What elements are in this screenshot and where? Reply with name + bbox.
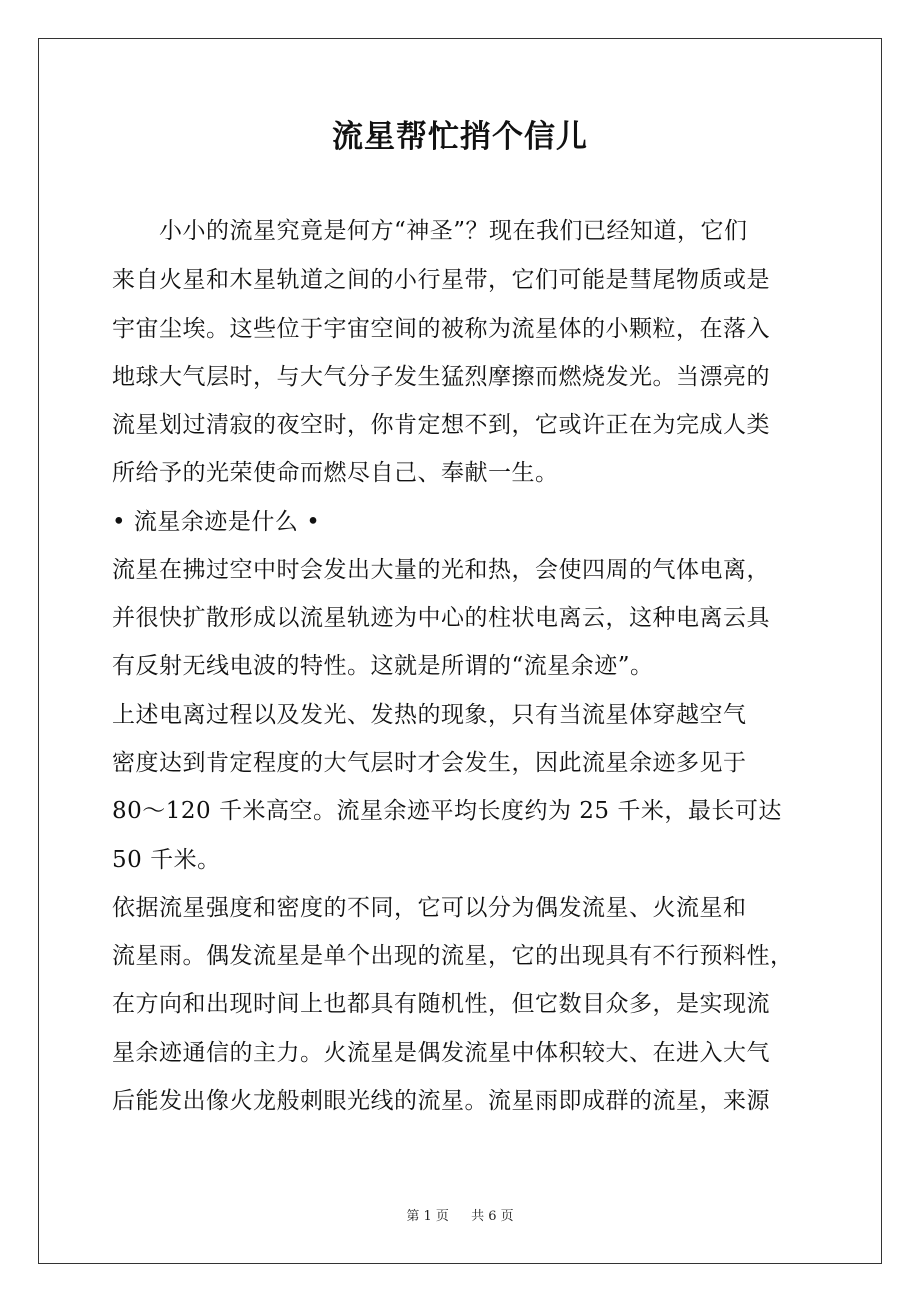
paragraph-line: 流星雨。偶发流星是单个出现的流星，它的出现具有不行预料性， — [112, 943, 794, 969]
paragraph-line: 80～120 千米高空。流星余迹平均长度约为 25 千米，最长可达 — [112, 798, 782, 824]
paragraph-line: 流星在拂过空中时会发出大量的光和热，会使四周的气体电离， — [112, 557, 770, 583]
paragraph-line: 来自火星和木星轨道之间的小行星带，它们可能是彗尾物质或是 — [112, 267, 770, 293]
paragraph-line: 并很快扩散形成以流星轨迹为中心的柱状电离云，这种电离云具 — [112, 605, 770, 631]
paragraph-line: 密度达到肯定程度的大气层时才会发生，因此流星余迹多见于 — [112, 750, 747, 776]
section-heading: • 流星余迹是什么 • — [112, 509, 321, 535]
paragraph-line: 流星划过清寂的夜空时，你肯定想不到，它或许正在为完成人类 — [112, 412, 770, 438]
paragraph-line: 小小的流星究竟是何方“神圣”？现在我们已经知道，它们 — [112, 218, 748, 244]
page-total: 共 6 页 — [471, 1209, 514, 1224]
paragraph-line: 在方向和出现时间上也都具有随机性，但它数目众多，是实现流 — [112, 991, 770, 1017]
paragraph-line: 地球大气层时，与大气分子发生猛烈摩擦而燃烧发光。当漂亮的 — [112, 364, 770, 390]
paragraph-line: 宇宙尘埃。这些位于宇宙空间的被称为流星体的小颗粒，在落入 — [112, 316, 770, 342]
page-footer — [0, 1208, 920, 1226]
page-number: 第 1 页 — [406, 1209, 449, 1224]
paragraph-line: 有反射无线电波的特性。这就是所谓的“流星余迹”。 — [112, 653, 654, 679]
paragraph-line: 后能发出像火龙般刺眼光线的流星。流星雨即成群的流星，来源 — [112, 1088, 770, 1114]
document-title: 流星帮忙捎个信儿 — [332, 119, 588, 155]
paragraph-line: 依据流星强度和密度的不同，它可以分为偶发流星、火流星和 — [112, 895, 747, 921]
paragraph-line: 上述电离过程以及发光、发热的现象，只有当流星体穿越空气 — [112, 702, 747, 728]
paragraph-line: 星余迹通信的主力。火流星是偶发流星中体积较大、在进入大气 — [112, 1040, 770, 1066]
paragraph-line: 所给予的光荣使命而燃尽自己、奉献一生。 — [112, 460, 559, 486]
paragraph-line: 50 千米。 — [112, 847, 221, 873]
